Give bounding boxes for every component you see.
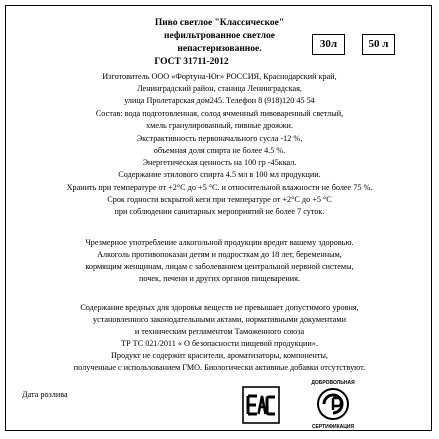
warning-line: Алкоголь противопоказан детям и подросткам до 18 лет, беременным, bbox=[97, 250, 342, 259]
product-label bbox=[5, 5, 432, 431]
volume-box-30: 30л bbox=[312, 34, 345, 55]
composition-line: Состав: вода подготовленная, солод ячменный пивоваренный светлый, bbox=[95, 109, 344, 118]
composition-line: Энергетическая ценность на 100 гр -45ккал. bbox=[142, 158, 297, 167]
regulation-line: Продукт не содержит красители, ароматизаторы, компоненты, bbox=[111, 351, 328, 360]
storage-line: при соблюдении санитарных мероприятий не более 7 суток. bbox=[114, 207, 325, 216]
voluntary-certification-icon bbox=[306, 378, 360, 431]
product-subtitle-pasteur: непастеризованное. bbox=[177, 44, 262, 54]
warning-line: Чрезмерное употребление алкогольной продукции вредит вашему здоровью. bbox=[85, 238, 354, 247]
manufacturer-line: улица Пролетарская дом245. Телефон 8 (918)120 45 54 bbox=[124, 96, 315, 105]
regulation-line: и техническим регламентом Таможенного союза bbox=[134, 327, 305, 336]
regulation-line: полученные с использованием ГМО. Биологически активные добавки отсутствуют. bbox=[73, 363, 366, 372]
product-subtitle-filter: нефильтрованное светлое bbox=[164, 31, 275, 41]
warning-line: кормящим женщинам, лицам с заболеванием центральной нервной системы, bbox=[85, 262, 354, 271]
composition-line: хмель гранулированный, пивные дрожжи. bbox=[146, 121, 293, 130]
composition-line: объемная доля спирта не более 4.5 %. bbox=[153, 146, 286, 155]
voluntary-cert-bottom-text: СЕРТИФИКАЦИЯ bbox=[311, 424, 355, 430]
eac-mark-icon bbox=[242, 386, 280, 429]
composition-line: Экстрактивность первоначального сусла -12 %, bbox=[136, 134, 303, 143]
gost-standard: ГОСТ 31711-2012 bbox=[154, 57, 229, 67]
storage-line: Срок годности вскрытой кеги при температуре от +2°С до +5 °С bbox=[107, 195, 332, 204]
regulation-line: установленного законодательными актами, нормативными документами bbox=[93, 315, 346, 324]
regulation-line: Содержание вредных для здоровья веществ не превышает допустимого уровня, bbox=[80, 303, 359, 312]
product-title: Пиво светлое "Классическое" bbox=[154, 18, 285, 28]
manufacturer-line: Ленинградский район, станица Ленинградская, bbox=[137, 84, 302, 93]
warning-line: почек, печени и других органов пищеварения. bbox=[139, 274, 300, 283]
manufacturer-line: Изготовитель ООО «Фортуна-Юг» РОССИЯ, Краснодарский край, bbox=[102, 72, 337, 81]
regulation-line: ТР ТС 021/2011 « О безопасности пищевой продукции». bbox=[121, 339, 318, 348]
bottling-date-label: Дата розлива bbox=[22, 390, 68, 399]
volume-box-50: 50 л bbox=[362, 34, 395, 55]
voluntary-cert-top-text: ДОБРОВОЛЬНАЯ bbox=[311, 380, 355, 386]
composition-line: Содержание этилового спирта 4.5 мл в 100 мл продукции. bbox=[118, 170, 321, 179]
storage-line: Хранить при температуре от +2°С до +5 °С. и относительной влажности не более 75 %. bbox=[66, 183, 373, 192]
